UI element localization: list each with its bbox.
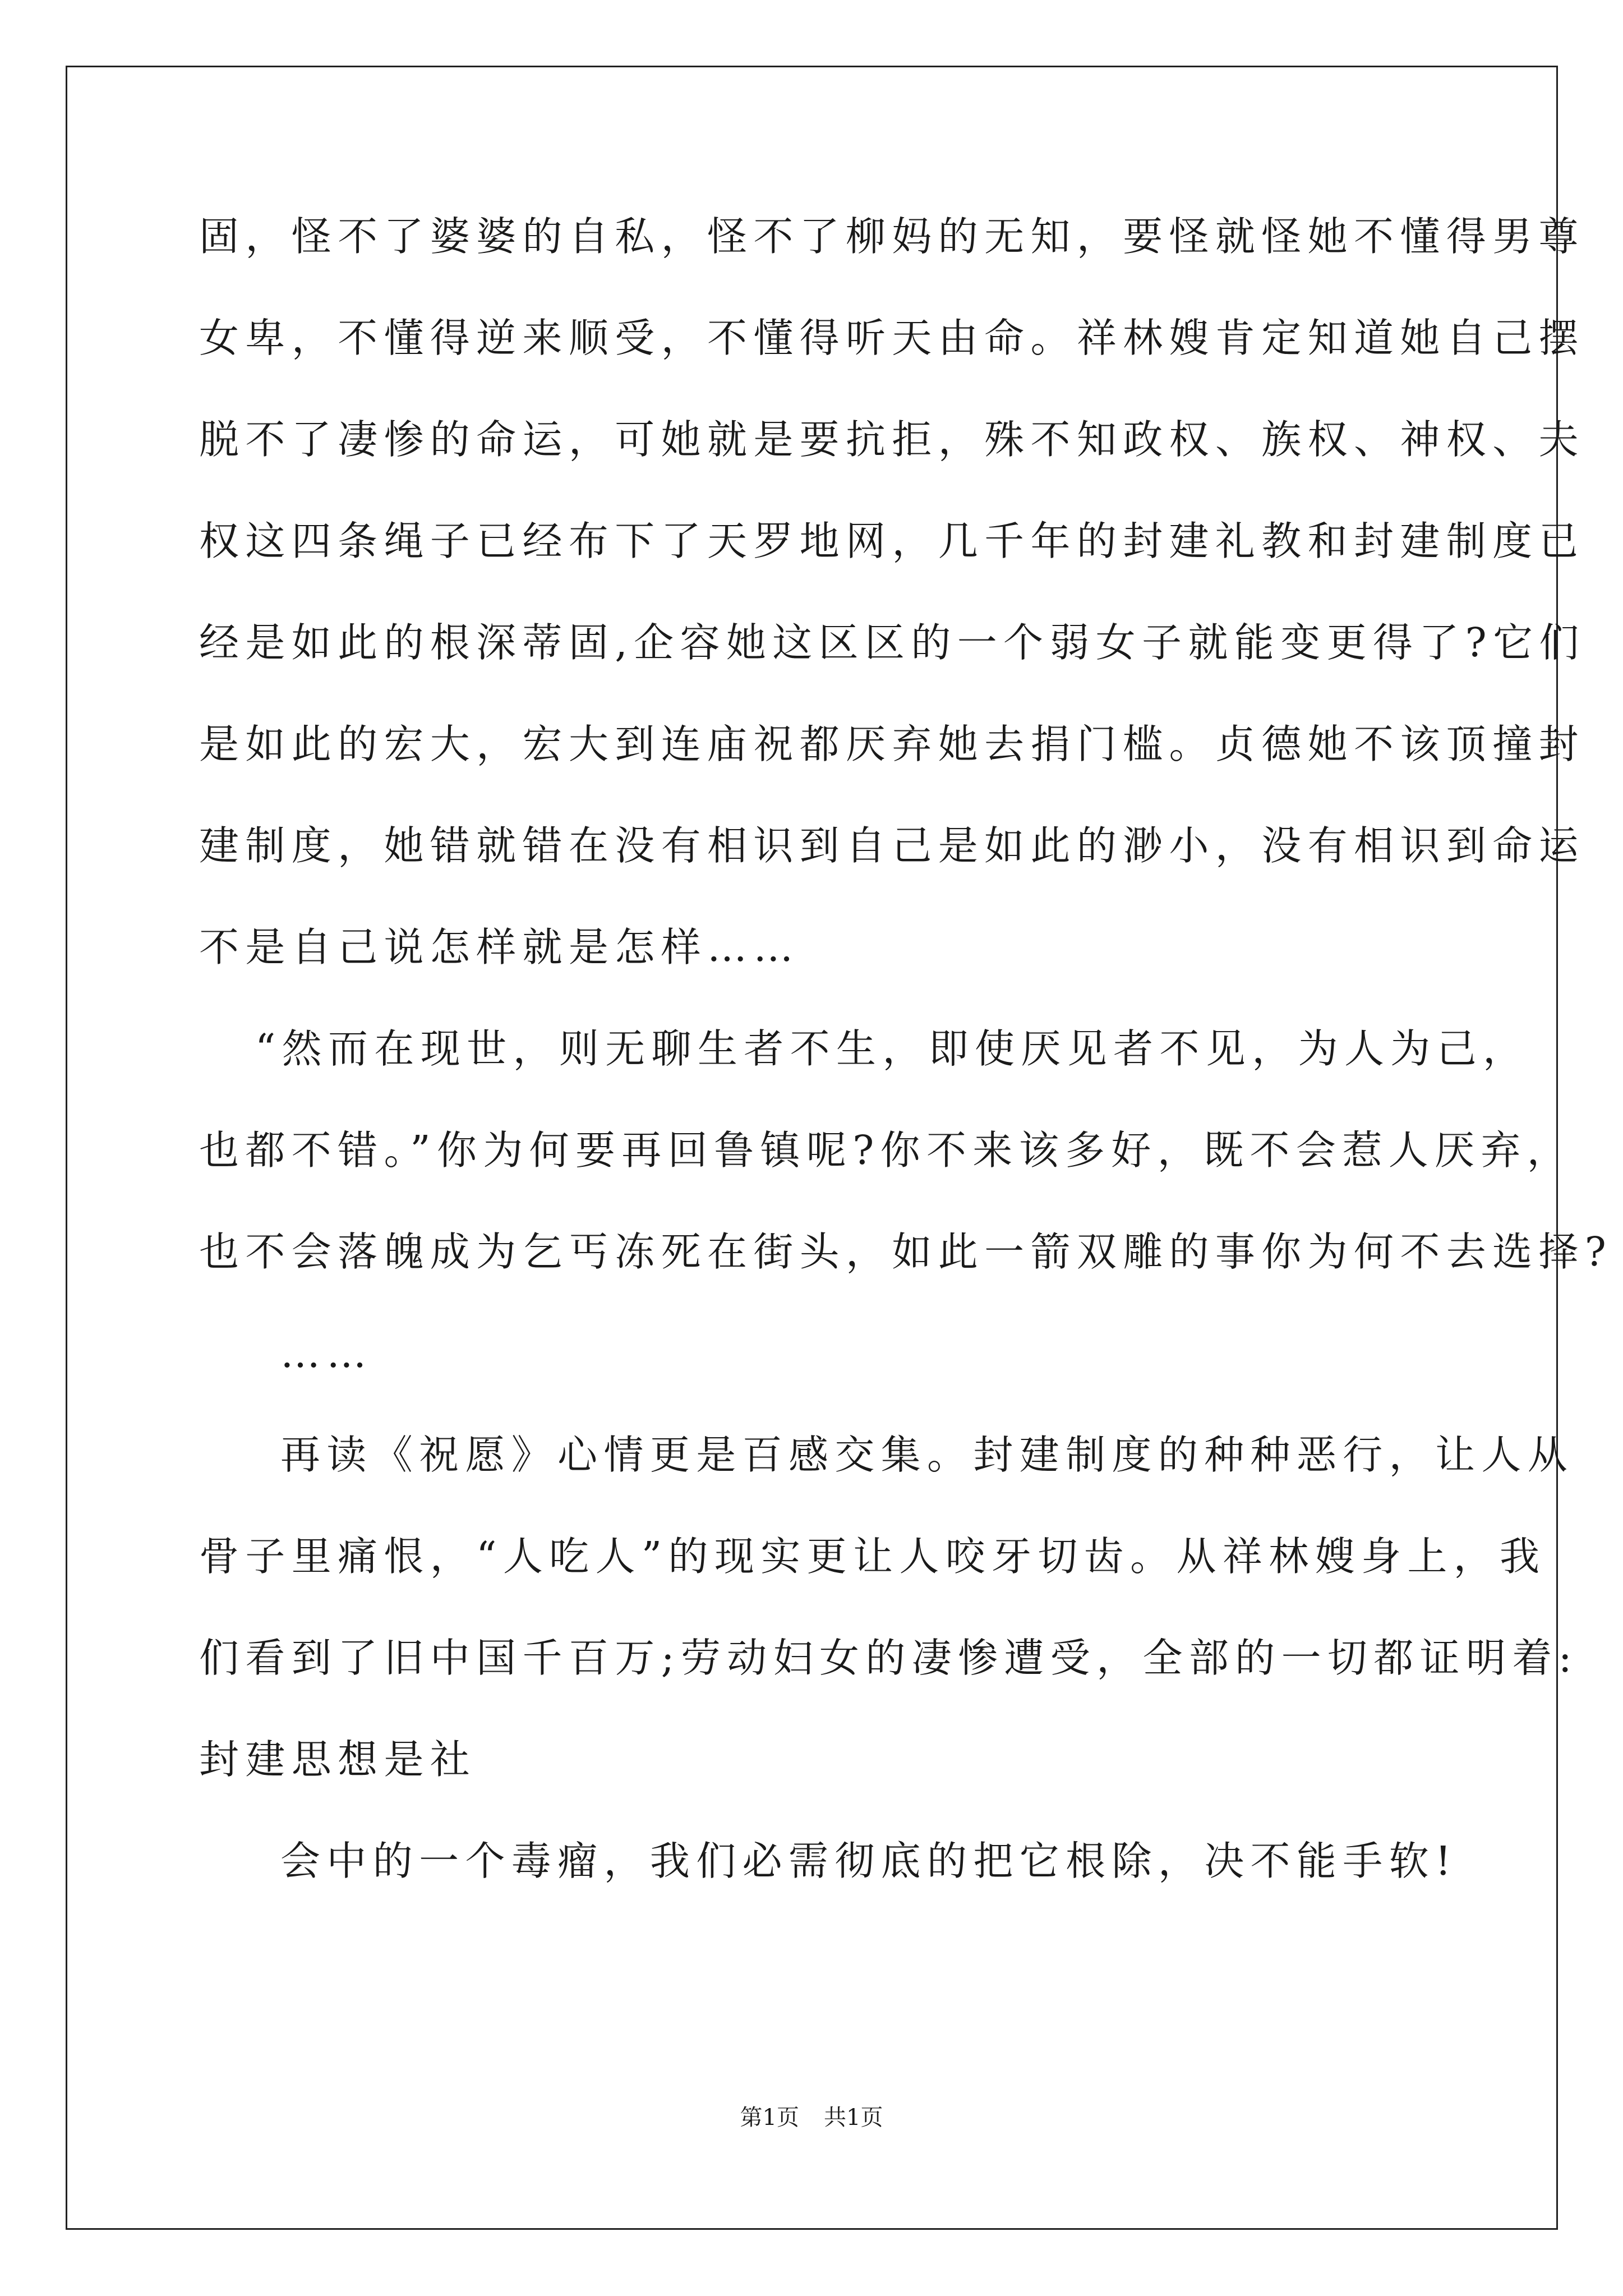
text-line: 们看到了旧中国千百万;劳动妇女的凄惨遭受，全部的一切都证明着:: [199, 1635, 1579, 1681]
page-footer: [0, 2101, 1623, 2134]
page-number: 第1页: [740, 2105, 799, 2131]
text-line: 也都不错。”你为何要再回鲁镇呢?你不来该多好，既不会惹人厌弃，: [199, 1127, 1574, 1174]
page-total: 共1页: [824, 2105, 883, 2131]
text-line: 权这四条绳子已经布下了天罗地网，几千年的封建礼教和封建制度已: [199, 518, 1585, 564]
text-line: 会中的一个毒瘤，我们必需彻底的把它根除，决不能手软!: [280, 1838, 1458, 1884]
text-line: 骨子里痛恨，“人吃人”的现实更让人咬牙切齿。从祥林嫂身上，我: [199, 1533, 1546, 1580]
text-line: 经是如此的根深蒂固,企容她这区区的一个弱女子就能变更得了?它们: [199, 619, 1585, 666]
text-line: 建制度，她错就错在没有相识到自己是如此的渺小，没有相识到命运: [199, 822, 1585, 869]
text-line: 女卑，不懂得逆来顺受，不懂得听天由命。祥林嫂肯定知道她自己摆: [199, 315, 1585, 361]
text-line: 也不会落魄成为乞丐冻死在街头，如此一箭双雕的事你为何不去选择?: [199, 1228, 1613, 1275]
text-line: 脱不了凄惨的命运，可她就是要抗拒，殊不知政权、族权、神权、夫: [199, 416, 1585, 463]
text-line: 是如此的宏大，宏大到连庙祝都厌弃她去捐门槛。贞德她不该顶撞封: [199, 721, 1585, 767]
text-line: 固，怪不了婆婆的自私，怪不了柳妈的无知，要怪就怪她不懂得男尊: [199, 213, 1585, 260]
ellipsis-line: ……: [280, 1330, 373, 1377]
text-line: 再读《祝愿》心情更是百感交集。封建制度的种种恶行，让人从: [280, 1432, 1574, 1478]
text-line: 不是自己说怎样就是怎样……: [199, 924, 800, 970]
text-line: “然而在现世，则无聊生者不生，即使厌见者不见，为人为己，: [255, 1025, 1529, 1072]
text-line: 封建思想是社: [199, 1736, 477, 1783]
